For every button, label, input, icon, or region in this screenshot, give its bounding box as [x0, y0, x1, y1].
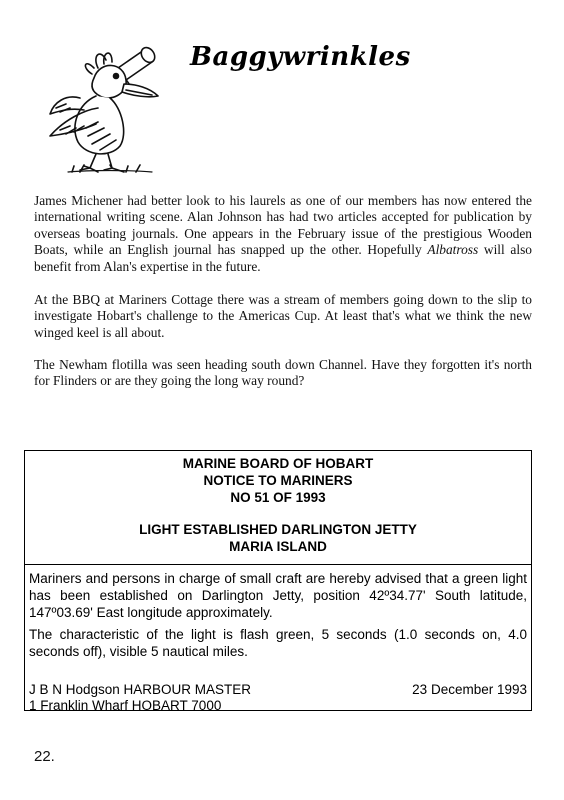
text-run: James Michener had better look to his laurels as one of our members has now entered the international writing scene. Alan Johnson has had two articles accepted for publication by overseas boating journals. One appears in the February issue of the prestigious Wooden Boats, while an English journal has snapped up the other. Hopefully — [34, 193, 532, 258]
text-run: will also benefit from Alan's expertise in the future. — [34, 242, 532, 274]
notice-authority: MARINE BOARD OF HOBART — [182, 456, 374, 471]
article-paragraph-3: The Newham flotilla was seen heading south down Channel. Have they forgotten it's north for Flinders or are they going the long way round? — [34, 357, 532, 389]
article-paragraph-2: At the BBQ at Mariners Cottage there was a stream of members going down to the slip to investigate Hobart's challenge to the Americas Cup. At least that's what we think the new winged keel is all about. — [34, 292, 532, 340]
notice-body-2: The characteristic of the light is flash green, 5 seconds (1.0 seconds on, 4.0 seconds off), visible 5 nautical miles. — [29, 627, 527, 659]
notice-signature: J B N Hodgson HARBOUR MASTER — [29, 682, 252, 697]
bird-with-telescope-icon — [40, 38, 182, 178]
article-paragraph-1 — [34, 193, 532, 275]
page-number: 22. — [34, 748, 55, 765]
notice-body-1: Mariners and persons in charge of small craft are hereby advised that a green light has been established on Darlington Jetty, position 42º34.77' South latitude, 147º03.69' East longitude approximately. — [29, 571, 527, 620]
mariners-notice-box — [24, 450, 532, 711]
italic-title-run: Albatross — [427, 242, 479, 258]
notice-heading: NOTICE TO MARINERS — [203, 473, 353, 488]
notice-date: 23 December 1993 — [412, 682, 527, 697]
notice-number: NO 51 OF 1993 — [230, 490, 326, 505]
notice-location: MARIA ISLAND — [229, 539, 327, 554]
article-title: Baggywrinkles — [190, 42, 411, 72]
notice-subject: LIGHT ESTABLISHED DARLINGTON JETTY — [139, 522, 417, 537]
notice-divider — [24, 564, 532, 565]
notice-address: 1 Franklin Wharf HOBART 7000 — [29, 698, 222, 713]
